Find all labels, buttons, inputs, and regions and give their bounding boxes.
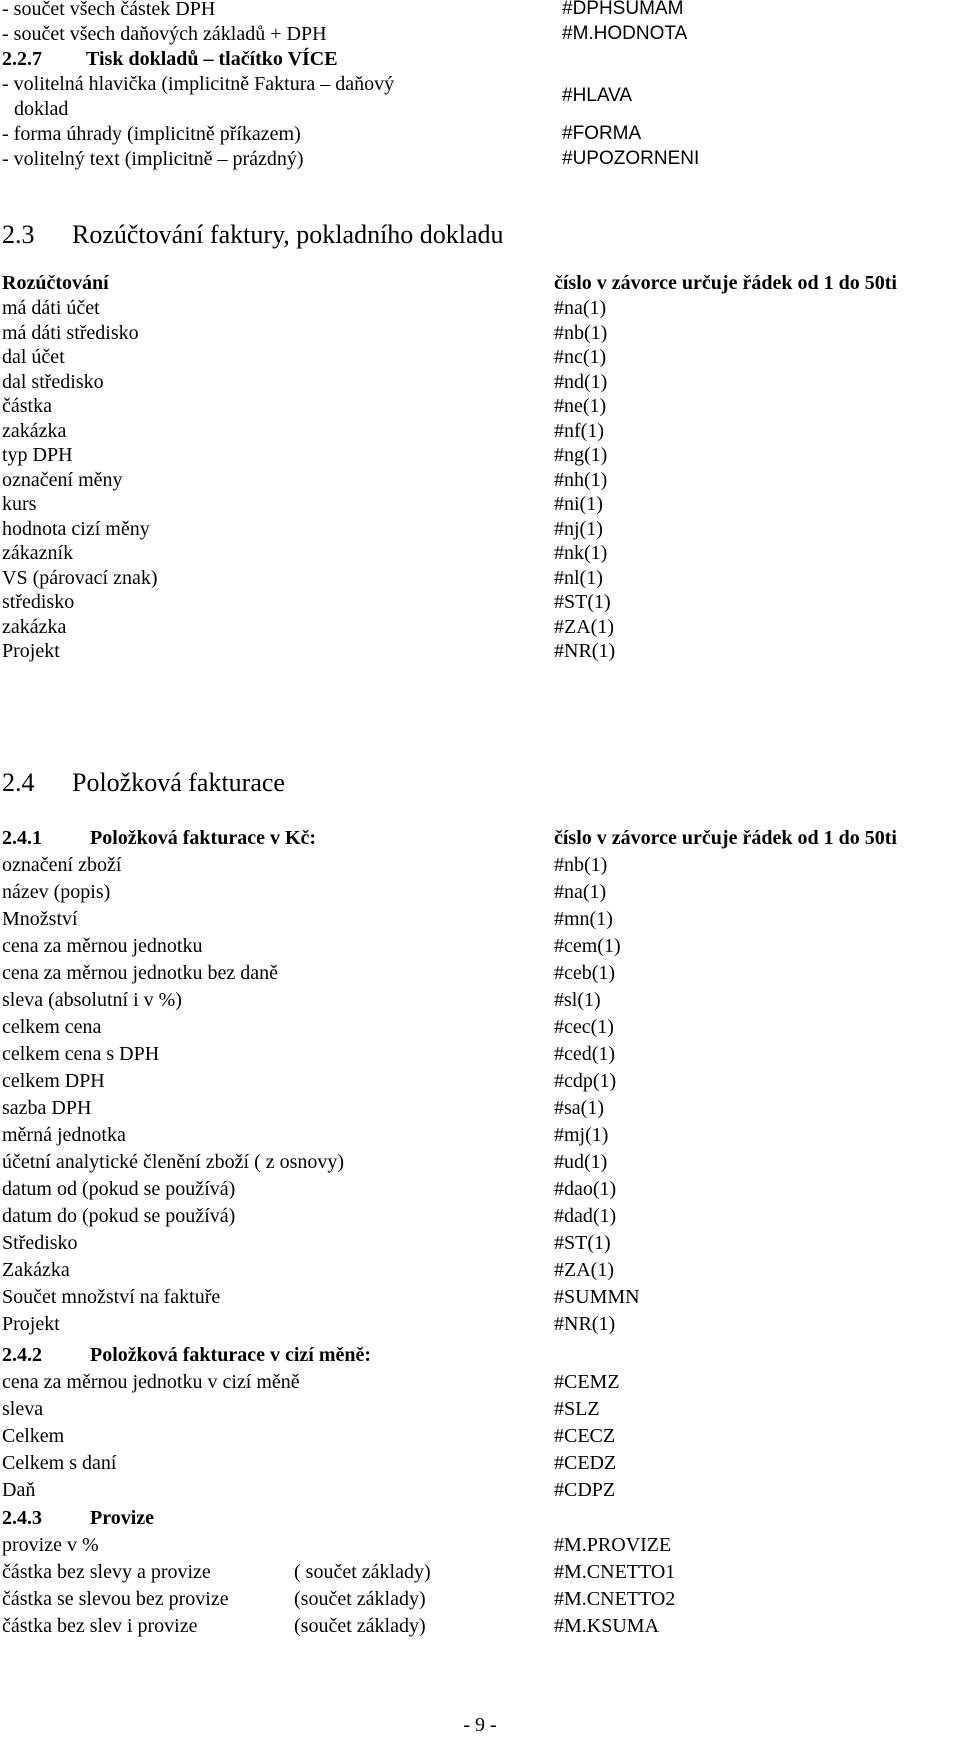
item-label: - volitelná hlavička (implicitně Faktura – daňový — [2, 73, 395, 95]
row-label: účetní analytické členění zboží ( z osnovy) — [2, 1151, 345, 1173]
row-code: #NR(1) — [554, 640, 616, 662]
item-code: #FORMA — [562, 123, 642, 144]
row-label: Daň — [2, 1479, 36, 1501]
row-label: sleva — [2, 1398, 44, 1420]
row-label: částka — [2, 395, 52, 417]
row-label: typ DPH — [2, 444, 73, 466]
row-code: #cdp(1) — [554, 1070, 617, 1092]
row-label: Množství — [2, 908, 78, 930]
section-number: 2.4 — [2, 768, 35, 797]
row-code: #cem(1) — [554, 935, 621, 957]
row-code: #ud(1) — [554, 1151, 608, 1173]
header-note: číslo v závorce určuje řádek od 1 do 50ti — [554, 827, 897, 849]
row-label: Zakázka — [2, 1259, 70, 1281]
section-number: 2.2.7 — [2, 48, 42, 70]
row-code: #ST(1) — [554, 591, 611, 613]
row-code: #ZA(1) — [554, 1259, 614, 1281]
item-label: - součet všech daňových základů + DPH — [2, 23, 327, 45]
row-code: #SLZ — [554, 1398, 600, 1420]
item-label: - forma úhrady (implicitně příkazem) — [2, 123, 301, 145]
row-code: #ne(1) — [554, 395, 607, 417]
item-code: #DPHSUMAM — [562, 0, 684, 19]
row-code: #nk(1) — [554, 542, 608, 564]
row-code: #NR(1) — [554, 1313, 616, 1335]
row-code: #nf(1) — [554, 419, 604, 442]
row-label: má dáti účet — [2, 297, 100, 319]
row-code: #mj(1) — [554, 1124, 609, 1146]
row-code: #nj(1) — [554, 517, 603, 540]
row-code: #nl(1) — [554, 566, 603, 589]
row-label: Celkem s daní — [2, 1452, 117, 1474]
section-title: Položková fakturace v cizí měně: — [90, 1344, 372, 1366]
row-code: #sa(1) — [554, 1097, 604, 1119]
row-label: Projekt — [2, 640, 60, 662]
section-title: Provize — [90, 1507, 155, 1529]
row-code: #nb(1) — [554, 854, 608, 876]
row-label: částka bez slev i provize — [2, 1615, 198, 1637]
item-code: #HLAVA — [562, 85, 633, 106]
row-code: #ZA(1) — [554, 615, 614, 638]
section-title: Tisk dokladů – tlačítko VÍCE — [86, 48, 338, 70]
row-code: #ng(1) — [554, 444, 608, 466]
row-label: označení měny — [2, 468, 123, 491]
header-label: Rozúčtování — [2, 272, 109, 294]
item-label: - volitelný text (implicitně – prázdný) — [2, 148, 304, 170]
row-code: #nd(1) — [554, 370, 608, 393]
row-code: #SUMMN — [554, 1286, 640, 1308]
section-number: 2.4.1 — [2, 827, 42, 849]
item-label: - součet všech částek DPH — [2, 0, 216, 20]
row-label: Součet množství na faktuře — [2, 1286, 221, 1308]
row-label: Středisko — [2, 1232, 78, 1254]
section-number: 2.3 — [2, 220, 35, 249]
row-label: datum do (pokud se používá) — [2, 1205, 236, 1227]
row-label: zákazník — [2, 542, 74, 564]
section-number: 2.4.2 — [2, 1344, 42, 1366]
row-label: celkem DPH — [2, 1070, 105, 1092]
row-label: kurs — [2, 493, 37, 515]
row-code: #ni(1) — [554, 493, 603, 515]
row-label: středisko — [2, 591, 75, 613]
section-number: 2.4.3 — [2, 1507, 42, 1529]
row-code: #nb(1) — [554, 321, 608, 344]
row-label: dal účet — [2, 346, 65, 368]
section-heading-2-3 — [2, 219, 504, 251]
row-code: #CEMZ — [554, 1371, 620, 1393]
row-label: zakázka — [2, 419, 67, 442]
section-heading-2-4 — [2, 767, 285, 799]
header-note: číslo v závorce určuje řádek od 1 do 50ti — [554, 272, 897, 294]
row-label: zakázka — [2, 615, 67, 638]
row-label: celkem cena s DPH — [2, 1043, 160, 1065]
row-label: datum od (pokud se používá) — [2, 1178, 236, 1200]
row-label: VS (párovací znak) — [2, 566, 158, 589]
row-code: #dad(1) — [554, 1205, 617, 1227]
item-code: #M.HODNOTA — [562, 23, 688, 44]
row-label: název (popis) — [2, 881, 111, 903]
row-label: hodnota cizí měny — [2, 517, 150, 540]
row-code: #nc(1) — [554, 346, 607, 368]
row-label: částka se slevou bez provize — [2, 1588, 229, 1610]
row-code: #na(1) — [554, 297, 607, 319]
row-code: #ST(1) — [554, 1232, 611, 1254]
row-note: (součet základy) — [294, 1588, 426, 1610]
row-code: #mn(1) — [554, 908, 613, 930]
row-code: #nh(1) — [554, 468, 608, 491]
page-number: - 9 - — [463, 1714, 497, 1736]
row-code: #CDPZ — [554, 1479, 616, 1501]
row-label: Projekt — [2, 1313, 60, 1335]
row-code: #CECZ — [554, 1425, 616, 1447]
row-label: měrná jednotka — [2, 1124, 126, 1146]
row-label: sleva (absolutní i v %) — [2, 989, 182, 1011]
row-code: #CEDZ — [554, 1452, 617, 1474]
row-label: provize v % — [2, 1534, 99, 1556]
row-code: #M.CNETTO2 — [554, 1588, 676, 1610]
row-label: má dáti středisko — [2, 321, 139, 344]
section-title: Položková fakturace v Kč: — [90, 827, 317, 849]
section-title: Rozúčtování faktury, pokladního dokladu — [72, 220, 504, 249]
row-label: cena za měrnou jednotku — [2, 935, 203, 957]
row-code: #sl(1) — [554, 989, 601, 1011]
row-code: #dao(1) — [554, 1178, 617, 1200]
row-label: celkem cena — [2, 1016, 102, 1038]
row-code: #M.PROVIZE — [554, 1534, 672, 1556]
row-label: sazba DPH — [2, 1097, 92, 1119]
row-label: částka bez slevy a provize — [2, 1561, 211, 1583]
row-note: ( součet základy) — [294, 1561, 431, 1583]
row-label: cena za měrnou jednotku bez daně — [2, 962, 278, 984]
row-label: cena za měrnou jednotku v cizí měně — [2, 1371, 300, 1393]
section-title: Položková fakturace — [72, 768, 285, 797]
row-label: Celkem — [2, 1425, 65, 1447]
row-label: dal středisko — [2, 370, 104, 393]
row-code: #ceb(1) — [554, 962, 616, 984]
row-code: #cec(1) — [554, 1016, 614, 1038]
row-code: #na(1) — [554, 881, 607, 903]
row-code: #M.KSUMA — [554, 1615, 660, 1637]
item-label-continuation: doklad — [14, 98, 69, 120]
row-code: #ced(1) — [554, 1043, 616, 1065]
row-note: (součet základy) — [294, 1615, 426, 1637]
row-code: #M.CNETTO1 — [554, 1561, 676, 1583]
row-label: označení zboží — [2, 854, 122, 876]
item-code: #UPOZORNENI — [562, 148, 700, 169]
